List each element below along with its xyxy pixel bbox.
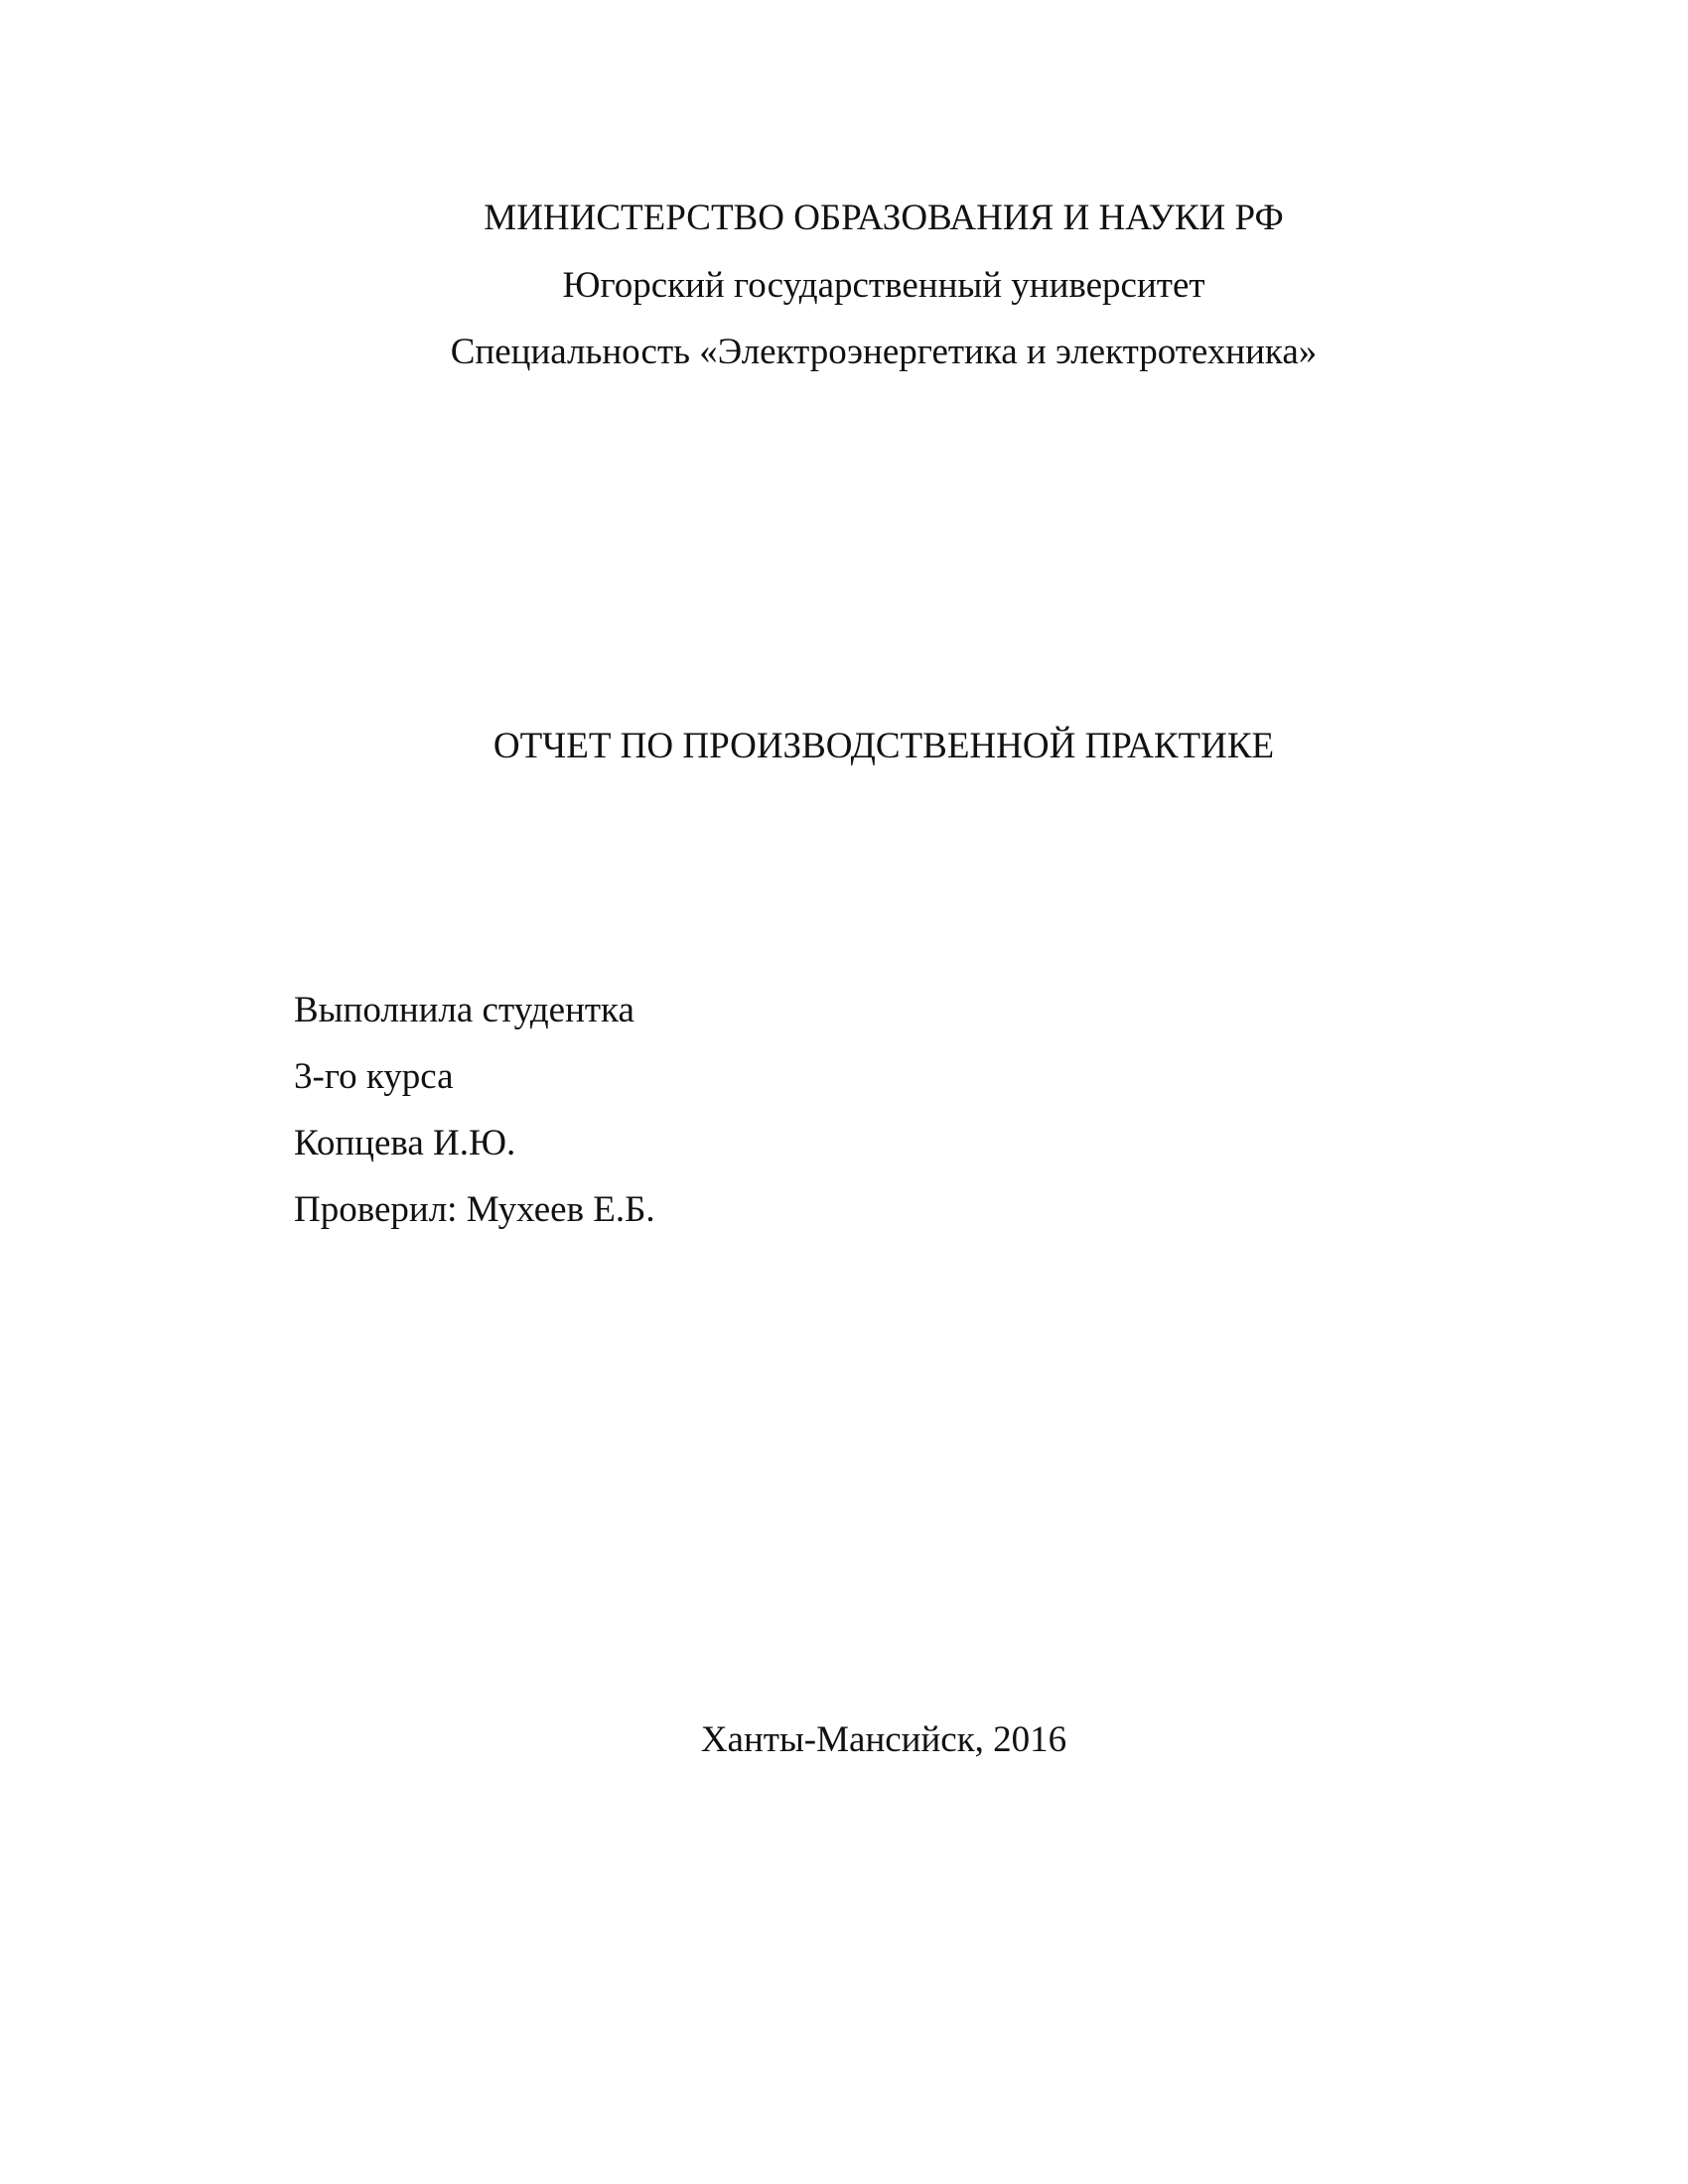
checked-by-label: Проверил: Мухеев Е.Б. — [294, 1189, 655, 1230]
specialty-line: Специальность «Электроэнергетика и электротехника» — [450, 332, 1318, 372]
ministry-heading: МИНИСТЕРСТВО ОБРАЗОВАНИЯ И НАУКИ РФ — [484, 198, 1284, 238]
performed-by-label: Выполнила студентка — [294, 990, 634, 1030]
student-name: Копцева И.Ю. — [294, 1123, 516, 1163]
report-title: ОТЧЕТ ПО ПРОИЗВОДСТВЕННОЙ ПРАКТИКЕ — [492, 726, 1275, 766]
course-label: 3-го курса — [294, 1056, 454, 1097]
city-year: Ханты-Мансийск, 2016 — [700, 1719, 1067, 1760]
university-name: Югорский государственный университет — [562, 265, 1205, 306]
